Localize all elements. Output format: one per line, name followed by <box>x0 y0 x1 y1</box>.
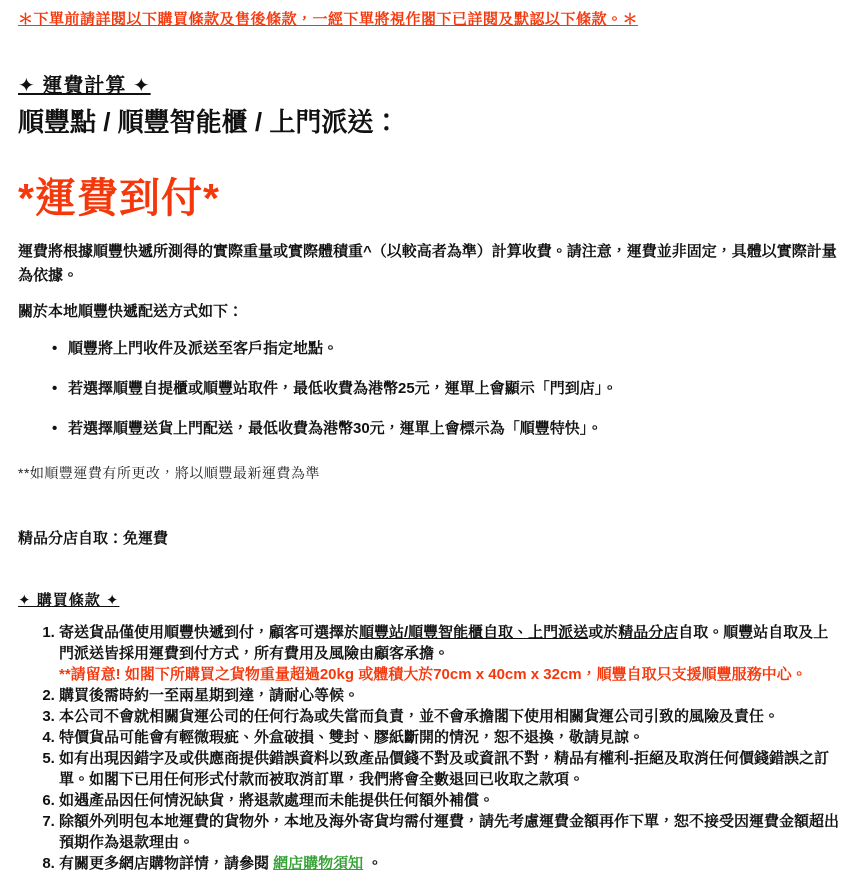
term-item-sale-goods-condition: 4. 特價貨品可能會有輕微瑕疵、外盒破損、雙封、膠紙斷開的情況，恕不退換，敬請見諒。 <box>59 727 843 748</box>
purchase-terms-heading: ✦ 購買條款 ✦ <box>18 592 120 610</box>
pre-order-notice: ＊下單前請詳閱以下購買條款及售後條款，一經下單將視作閣下已詳閱及默認以下條款。＊ <box>18 11 639 28</box>
shipping-fee-intro: 運費將根據順豐快遞所測得的實際重量或實際體積重^（以較高者為準）計算收費。請注意，運費並非固定，具體以實際計量為依據。 <box>18 243 837 284</box>
delivery-options-subheading: 順豐點 / 順豐智能櫃 / 上門派送： <box>18 107 400 137</box>
purchase-terms-list <box>18 622 843 874</box>
list-item-locker-station: • 若選擇順豐自提櫃或順豐站取件，最低收費為港幣25元，運單上會顯示「門到店」。 <box>68 378 843 400</box>
store-shopping-guide-link[interactable]: 網店購物須知 <box>273 855 364 873</box>
term-item-delivery-time: 2. 購買後需時約一至兩星期到達，請耐心等候。 <box>59 685 843 706</box>
store-pickup-free-line: 精品分店自取：免運費 <box>18 530 169 548</box>
term-item-more-info <box>59 853 843 874</box>
list-item-home-delivery: • 若選擇順豐送貨上門配送，最低收費為港幣30元，運單上會標示為「順豐特快」。 <box>68 418 843 440</box>
fee-change-note: **如順豐運費有所更改，將以順豐最新運費為準 <box>18 465 320 482</box>
term-1-underlined-options: 順豐站/順豐智能櫃自取、上門派送 <box>359 624 589 642</box>
term-8-prefix: 有關更多網店購物詳情，請參閱 <box>59 855 274 873</box>
delivery-methods-intro: 關於本地順豐快遞配送方式如下： <box>18 303 244 320</box>
term-8-suffix: 。 <box>363 855 383 873</box>
delivery-methods-list <box>18 338 843 439</box>
term-1-seg-5: 自取。順豐站自取及上門派送皆採用運費到付方式，所有費用及風險由顧客承擔。 <box>59 624 829 663</box>
freight-collect-title: *運費到付* <box>18 175 220 221</box>
term-item-shipping-method <box>59 622 843 685</box>
term-item-shipping-fee-refund: 7. 除額外列明包本地運費的貨物外，本地及海外寄貨均需付運費，請先考慮運費金額再作下單，恕不接受因運費金額超出預期作為退款理由。 <box>59 811 843 853</box>
term-item-price-error: 5. 如有出現因錯字及或供應商提供錯誤資料以致產品價錢不對及或資訊不對，精品有權利-拒絕及取消任何價錢錯誤之訂單。如閣下已用任何形式付款而被取消訂單，我們將會全數退回已收取之款項。 <box>59 748 843 790</box>
term-item-courier-liability: 3. 本公司不會就相關貨運公司的任何行為或失當而負責，並不會承擔閣下使用相關貨運公司引致的風險及責任。 <box>59 706 843 727</box>
list-item-door-pickup: • 順豐將上門收件及派送至客戶指定地點。 <box>68 338 843 360</box>
shipping-calculation-heading: ✦ 運費計算 ✦ <box>18 75 151 97</box>
term-item-out-of-stock: 6. 如遇產品因任何情況缺貨，將退款處理而未能提供任何額外補償。 <box>59 790 843 811</box>
term-1-underlined-store: 精品分店 <box>618 624 679 642</box>
weight-size-limit-warning: **請留意! 如閣下所購買之貨物重量超過20kg 或體積大於70cm x 40cm x 32cm，順豐自取只支援順豐服務中心。 <box>59 666 807 684</box>
term-1-seg-1: 寄送貨品僅使用順豐快遞到付，顧客可選擇於 <box>59 624 360 642</box>
term-1-seg-3: 或於 <box>588 624 619 642</box>
